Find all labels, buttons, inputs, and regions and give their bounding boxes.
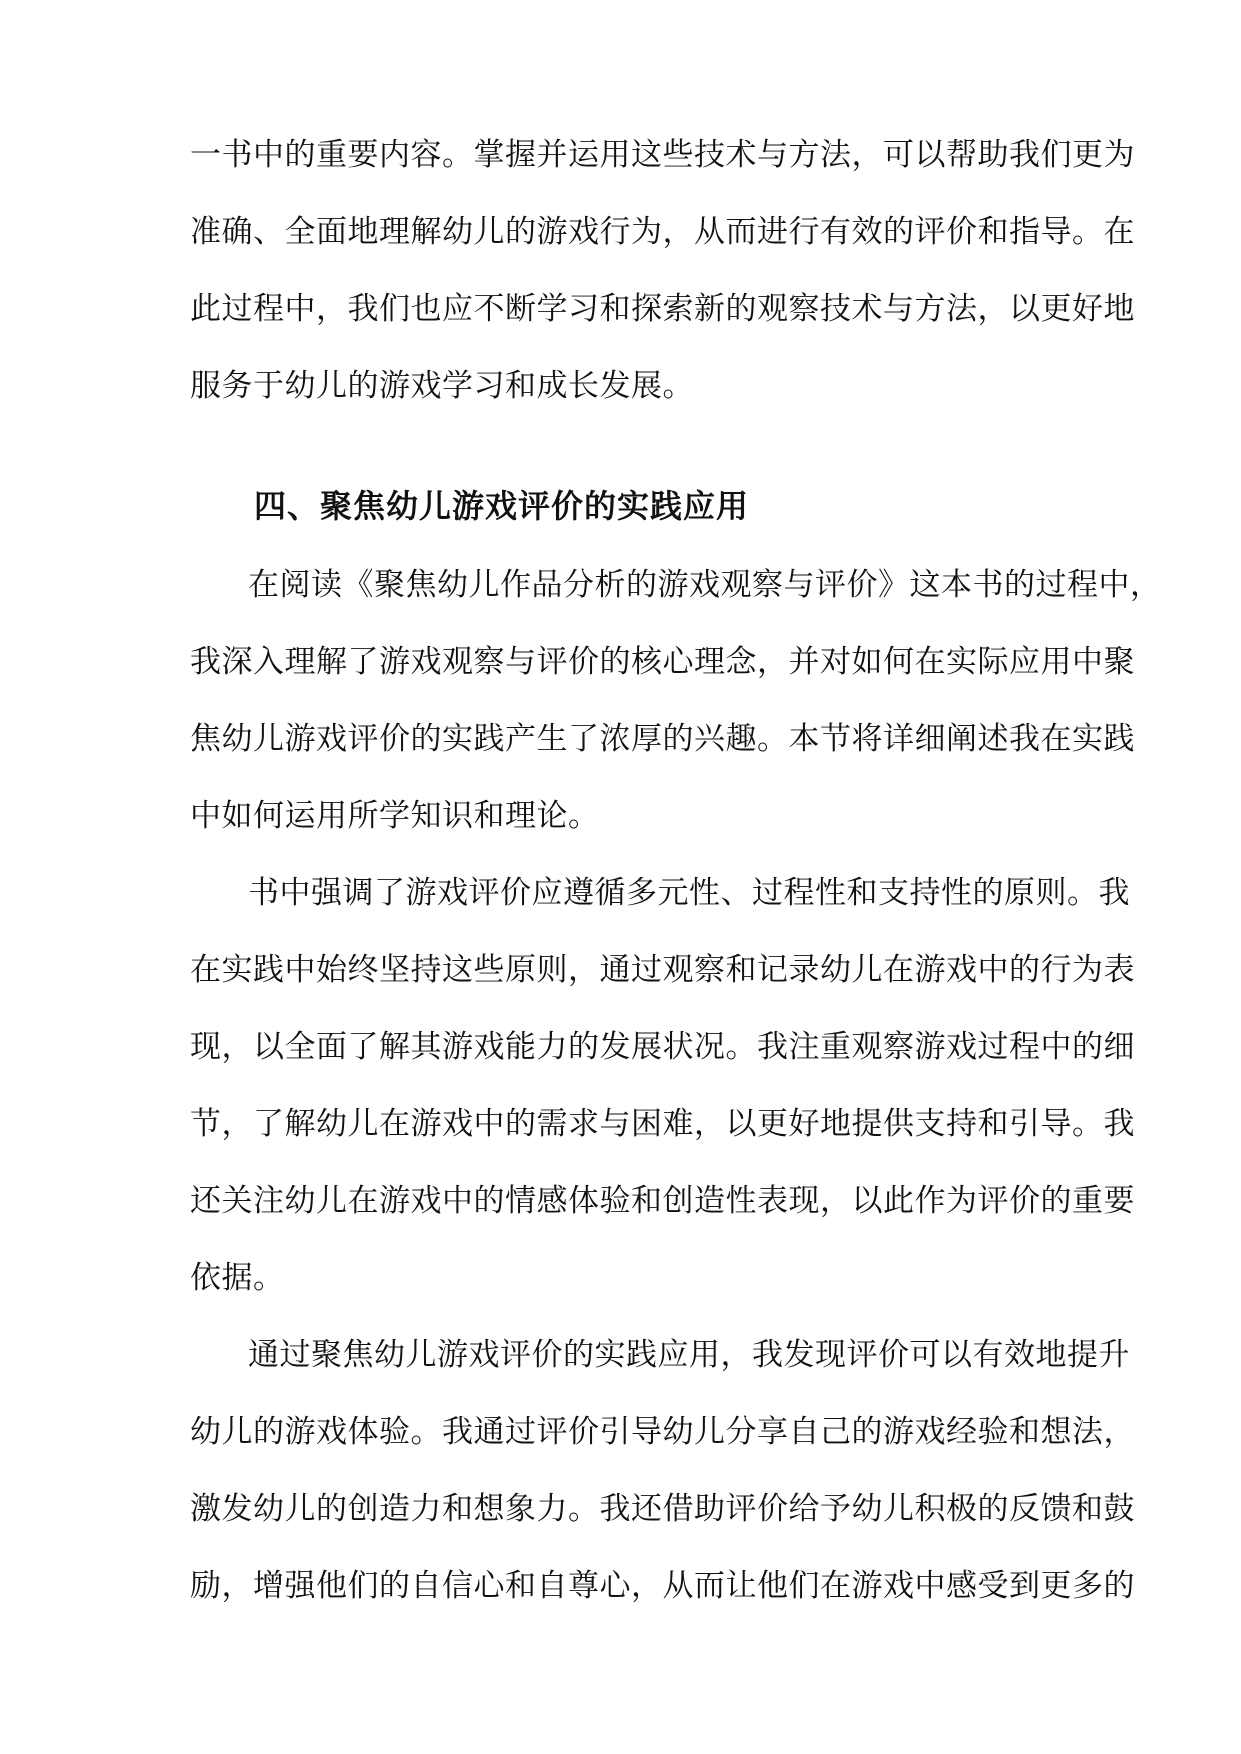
text-line: 激发幼儿的创造力和想象力。我还借助评价给予幼儿积极的反馈和鼓 — [190, 1491, 1135, 1527]
text-line: 现，以全面了解其游戏能力的发展状况。我注重观察游戏过程中的细 — [190, 1029, 1135, 1065]
text-line: 节，了解幼儿在游戏中的需求与困难，以更好地提供支持和引导。我 — [190, 1106, 1135, 1142]
text-line: 服务于幼儿的游戏学习和成长发展。 — [190, 368, 694, 404]
text-line: 书中强调了游戏评价应遵循多元性、过程性和支持性的原则。我 — [248, 875, 1130, 911]
text-line: 通过聚焦幼儿游戏评价的实践应用，我发现评价可以有效地提升 — [248, 1337, 1130, 1373]
text-line: 还关注幼儿在游戏中的情感体验和创造性表现，以此作为评价的重要 — [190, 1183, 1135, 1219]
text-line: 此过程中，我们也应不断学习和探索新的观察技术与方法，以更好地 — [190, 291, 1135, 327]
section-heading: 四、聚焦幼儿游戏评价的实践应用 — [254, 487, 750, 525]
text-line: 准确、全面地理解幼儿的游戏行为，从而进行有效的评价和指导。在 — [190, 214, 1135, 250]
text-line: 一书中的重要内容。掌握并运用这些技术与方法，可以帮助我们更为 — [190, 137, 1135, 173]
text-line: 在阅读《聚焦幼儿作品分析的游戏观察与评价》这本书的过程中， — [248, 567, 1162, 603]
text-line: 焦幼儿游戏评价的实践产生了浓厚的兴趣。本节将详细阐述我在实践 — [190, 721, 1135, 757]
text-line: 依据。 — [190, 1260, 285, 1296]
text-line: 中如何运用所学知识和理论。 — [190, 798, 600, 834]
text-line: 幼儿的游戏体验。我通过评价引导幼儿分享自己的游戏经验和想法， — [190, 1414, 1135, 1450]
text-line: 励，增强他们的自信心和自尊心，从而让他们在游戏中感受到更多的 — [190, 1568, 1135, 1604]
text-line: 在实践中始终坚持这些原则，通过观察和记录幼儿在游戏中的行为表 — [190, 952, 1135, 988]
text-line: 我深入理解了游戏观察与评价的核心理念，并对如何在实际应用中聚 — [190, 644, 1135, 680]
